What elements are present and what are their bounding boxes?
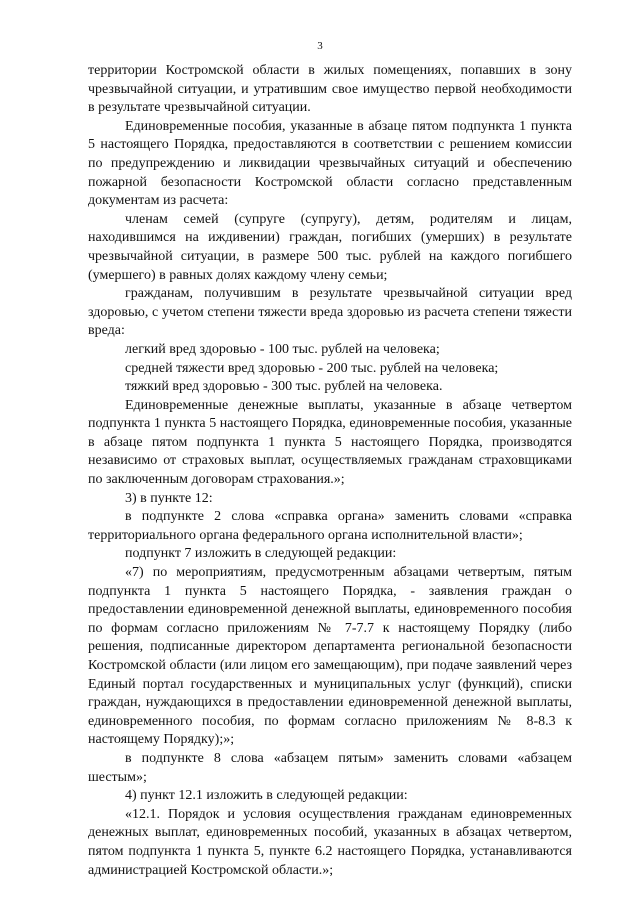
- paragraph-independent-payments: Единовременные денежные выплаты, указанные в абзаце четвертом подпункта 1 пункта 5 настоящего Порядка, единовременные пособия, указанные в абзаце пятом подпункта 1 пункта 5 настоящего Порядка, производятся независимо от страховых выплат, осуществляемых гражданам страховщиками по заключенным договорам страхования.»;: [88, 397, 572, 488]
- list-item-medium-harm: средней тяжести вред здоровью - 200 тыс. рублей на человека;: [125, 360, 499, 376]
- paragraph-subitem-2-change: в подпункте 2 слова «справка органа» заменить словами «справка территориального органа федерального органа исполнительной власти»;: [88, 509, 572, 543]
- paragraph-health-harm: гражданам, получившим в результате чрезвычайной ситуации вред здоровью, с учетом степени тяжести вреда здоровью из расчета степени тяжести вреда:: [88, 286, 572, 339]
- list-item-light-harm: легкий вред здоровью - 100 тыс. рублей на человека;: [125, 341, 440, 357]
- paragraph-subitem-7-text: «7) по мероприятиям, предусмотренным абзацами четвертым, пятым подпункта 1 пункта 5 настоящего Порядка, - заявления граждан о предоставлении единовременной денежной выплаты, единовременного пособия по формам согласно приложениям № 7-7.7 к настоящему Порядку (либо решения, подписанные директором департамента региональной безопасности Костромской области (или лицом его замещающим), при подаче заявлений через Единый портал государственных и муниципальных услуг (функций), списки граждан, нуждающихся в предоставлении единовременной денежной выплаты, единовременного пособия, по формам согласно приложениям № 8-8.3 к настоящему Порядку);»;: [88, 565, 572, 748]
- paragraph-item-3: 3) в пункте 12:: [125, 490, 213, 506]
- paragraph-subitem-8-change: в подпункте 8 слова «абзацем пятым» заменить словами «абзацем шестым»;: [88, 750, 572, 785]
- page-number: 3: [317, 40, 323, 52]
- paragraph-item-12-1-text: «12.1. Порядок и условия осуществления гражданам единовременных денежных выплат, единовременных пособий, указанных в абзацах четвертом, пятом подпункта 1 пункта 5, пункте 6.2 настоящего Порядка, устанавливаются администрацией Костромской области.»;: [88, 806, 572, 878]
- paragraph-lump-sum-allowances: Единовременные пособия, указанные в абзаце пятом подпункта 1 пункта 5 настоящего Порядка, предоставляются в соответствии с решением комиссии по предупреждению и ликвидации чрезвычайных ситуаций и обеспечению пожарной безопасности Костромской области согласно представленным документам из расчета:: [88, 118, 572, 209]
- paragraph-item-4: 4) пункт 12.1 изложить в следующей редакции:: [125, 788, 408, 804]
- paragraph-continuation: территории Костромской области в жилых помещениях, попавших в зону чрезвычайной ситуации, и утратившим свое имущество первой необходимости в результате чрезвычайной ситуации.: [88, 63, 572, 116]
- paragraph-family-members: членам семей (супруге (супругу), детям, родителям и лицам, находившимся на иждивении) граждан, погибших (умерших) в результате чрезвычайной ситуации, в размере 500 тыс. рублей на каждого погибшего (умершего) в равных долях каждому члену семьи;: [88, 211, 572, 283]
- paragraph-subitem-7-intro: подпункт 7 изложить в следующей редакции:: [125, 546, 397, 562]
- list-item-severe-harm: тяжкий вред здоровью - 300 тыс. рублей на человека.: [125, 379, 443, 395]
- document-body: [88, 62, 572, 880]
